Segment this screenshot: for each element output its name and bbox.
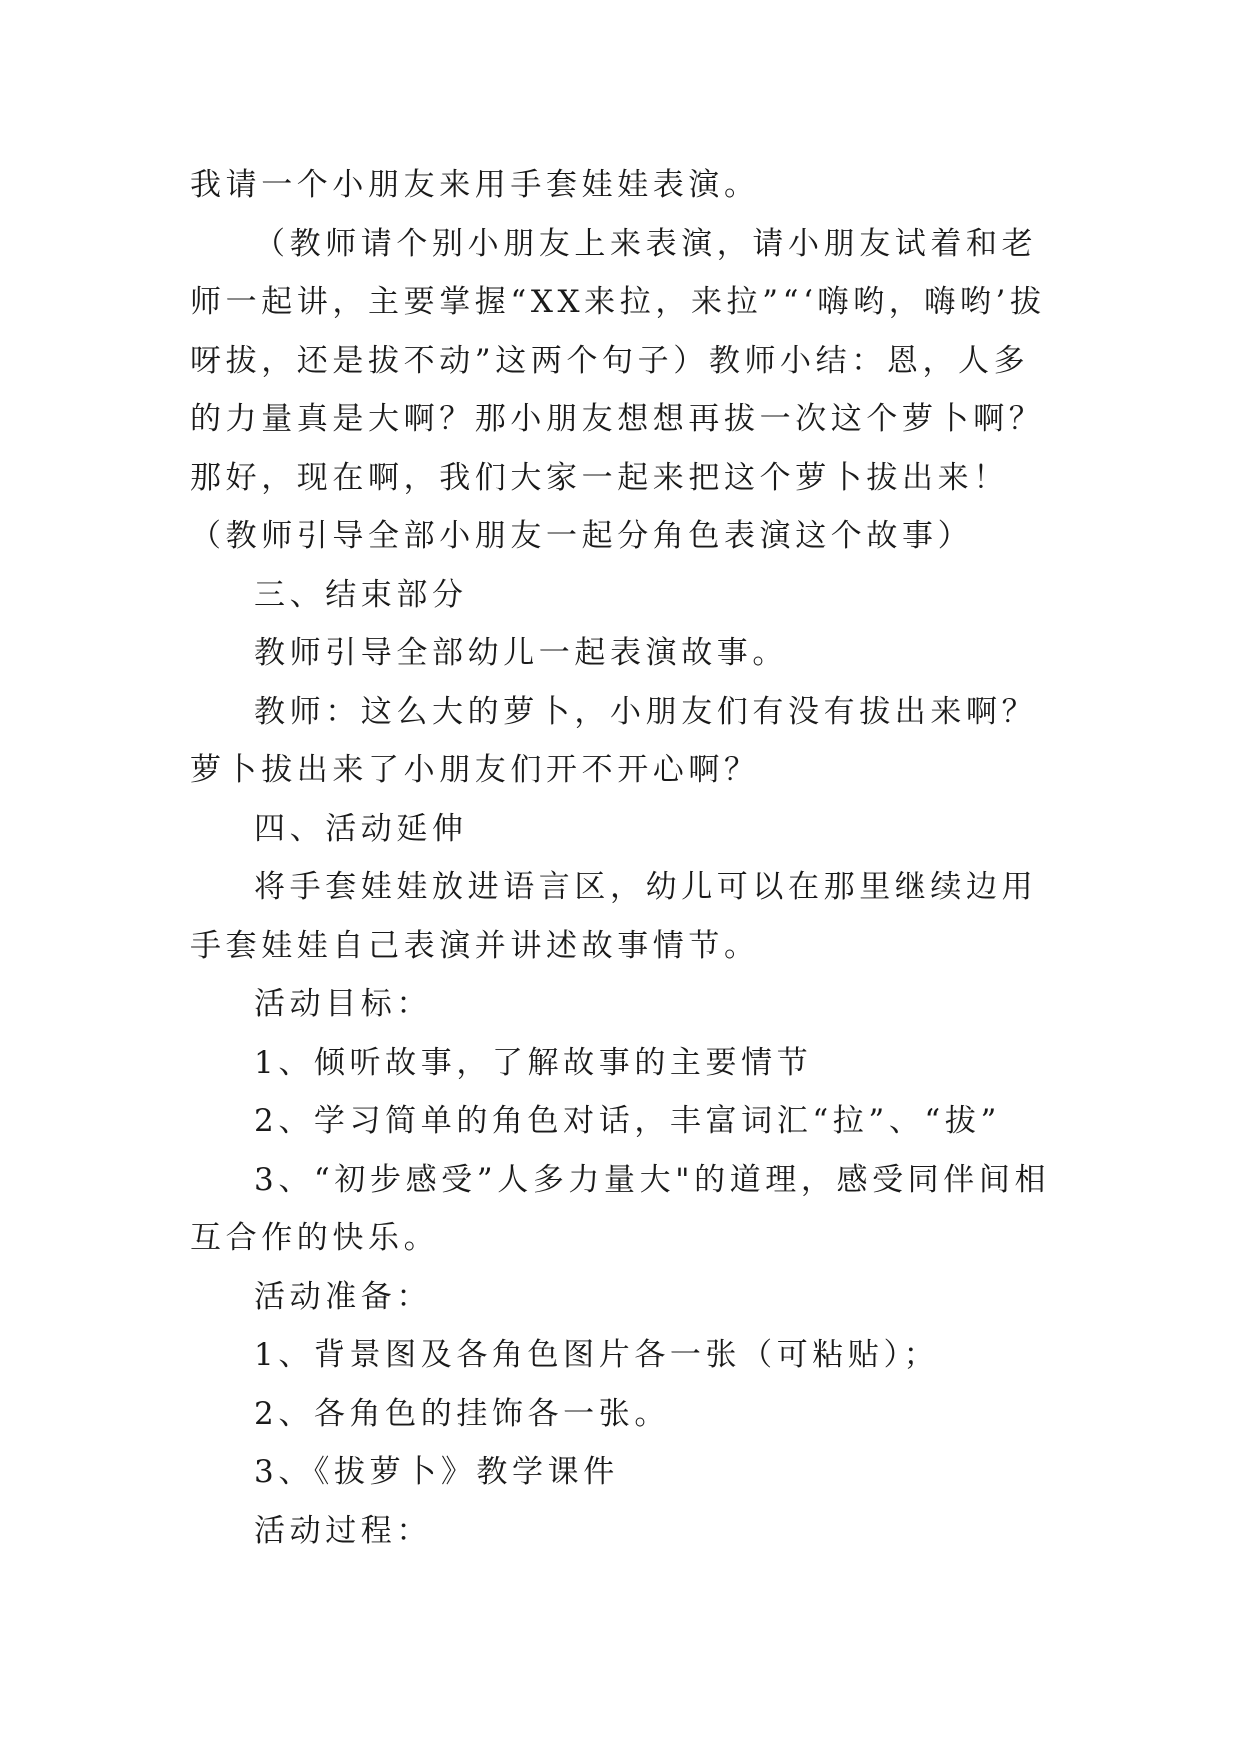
paragraph-performance-intro: 我请一个小朋友来用手套娃娃表演。 xyxy=(190,167,760,203)
heading-activity-process: 活动过程： xyxy=(254,1512,432,1549)
section-heading-extension: 四、活动延伸 xyxy=(254,810,468,847)
heading-activity-goals: 活动目标： xyxy=(254,986,432,1022)
heading-activity-preparation: 活动准备： xyxy=(254,1278,432,1315)
document-body xyxy=(190,156,1060,1560)
goal-item-2: 2、学习简单的角色对话，丰富词汇“拉”、“拔” xyxy=(254,1103,1001,1139)
preparation-item-3: 3、《拔萝卜》教学课件 xyxy=(254,1454,619,1490)
paragraph-teacher-question: 教师：这么大的萝卜，小朋友们有没有拔出来啊？萝卜拔出来了小朋友们开不开心啊？ xyxy=(190,693,1038,788)
goal-item-3: 3、“初步感受”人多力量大"的道理，感受同伴间相互合作的快乐。 xyxy=(190,1161,1051,1256)
section-heading-closing: 三、结束部分 xyxy=(254,576,468,613)
paragraph-group-performance: 教师引导全部幼儿一起表演故事。 xyxy=(254,635,788,671)
preparation-item-2: 2、各角色的挂饰各一张。 xyxy=(254,1395,670,1432)
goal-item-1: 1、倾听故事，了解故事的主要情节 xyxy=(254,1044,813,1081)
paragraph-teacher-guidance: （教师请个别小朋友上来表演，请小朋友试着和老师一起讲，主要掌握“XX来拉，来拉”“‘嗨哟，嗨哟’拔呀拔，还是拔不动”这两个句子）教师小结：恩，人多的力量真是大啊？那小朋友想想再拔一次这个萝卜啊？那好，现在啊，我们大家一起来把这个萝卜拔出来！（教师引导全部小朋友一起分角色表演这个故事） xyxy=(190,225,1046,554)
preparation-item-1: 1、背景图及各角色图片各一张（可粘贴）； xyxy=(254,1337,940,1373)
paragraph-language-corner: 将手套娃娃放进语言区，幼儿可以在那里继续边用手套娃娃自己表演并讲述故事情节。 xyxy=(190,869,1038,964)
